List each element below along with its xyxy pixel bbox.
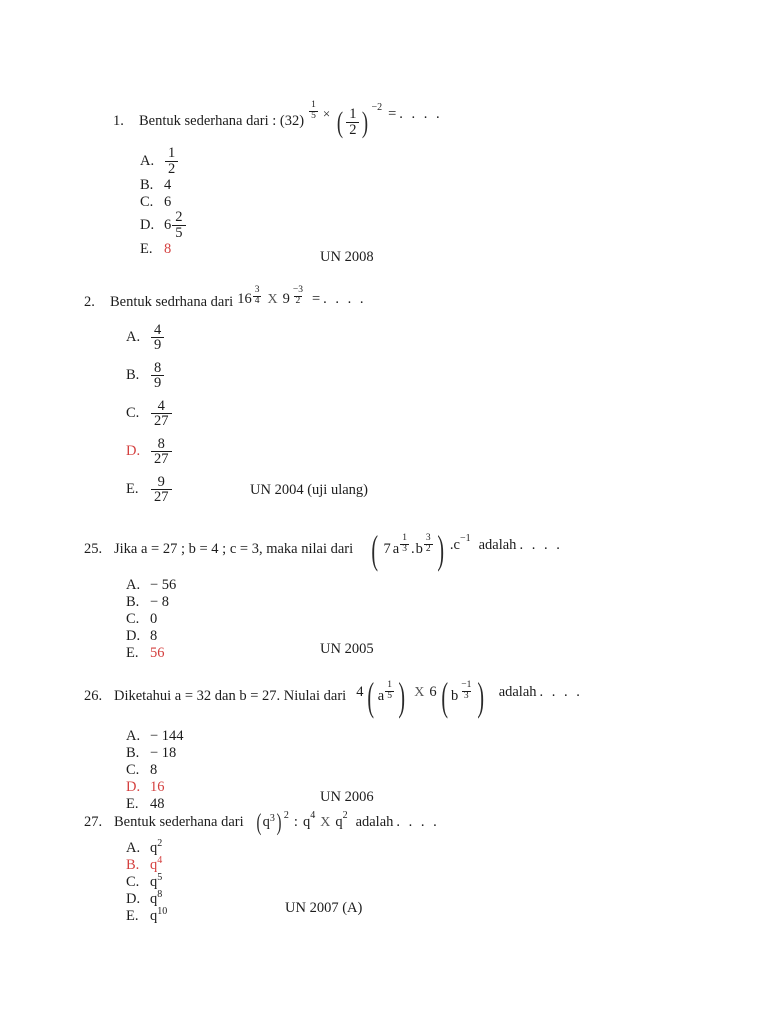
option-e[interactable] [126, 908, 439, 925]
option-d-value [150, 437, 173, 468]
option-d-letter-answer: D. [126, 443, 141, 460]
option-b-letter: B. [126, 593, 140, 610]
exponent: 10 [157, 906, 168, 918]
question-26-number: 26. [84, 688, 103, 705]
option-c-value: 8 [150, 761, 158, 778]
multiply-sign: X [267, 292, 278, 307]
option-a-value: − 56 [150, 576, 177, 593]
option-e-value [150, 908, 167, 925]
option-d-letter: D. [140, 217, 155, 234]
option-b[interactable] [140, 177, 442, 194]
question-27 [84, 810, 440, 925]
exponent-1-3: $\frac{1}{3}$ [402, 532, 407, 554]
option-c-letter: C. [126, 405, 140, 422]
exponent-1-5: $\frac{1}{5}$ [387, 679, 392, 701]
option-e-letter: E. [126, 907, 139, 924]
question-25-number: 25. [84, 541, 103, 558]
left-paren: ( [367, 674, 375, 719]
ratio-sign: : [293, 814, 298, 830]
option-e-value: 48 [150, 795, 165, 812]
coefficient-7: 7 [383, 541, 391, 558]
exponent-2: 2 [342, 810, 348, 821]
left-paren: ( [441, 674, 448, 719]
option-b-letter: B. [126, 744, 140, 761]
option-d[interactable] [126, 433, 366, 471]
exponent-minus-3-2: $\frac{-3}{2}$ [292, 285, 303, 306]
option-c-letter: C. [140, 193, 154, 210]
option-b-letter: B. [140, 176, 154, 193]
base: q [150, 873, 158, 890]
grouped-term [368, 527, 447, 572]
equals-sign: = [311, 291, 321, 307]
question-26-expression [356, 674, 583, 719]
base-16: 16 [237, 291, 252, 307]
question-1-number: 1. [113, 113, 124, 130]
multiply-sign: X [320, 815, 331, 830]
variable-c: c [453, 537, 460, 553]
question-27-options [126, 840, 439, 925]
grouped-fraction-half [335, 107, 370, 138]
variable-q-2: q [302, 814, 311, 830]
option-c[interactable] [140, 194, 442, 211]
fraction: $\frac{8}{27}$ [151, 437, 172, 468]
right-paren: ) [276, 810, 282, 836]
option-c[interactable] [126, 874, 439, 891]
variable-q-3: q [335, 814, 343, 830]
base: q [150, 890, 158, 907]
right-paren: ) [477, 674, 485, 719]
grouped-term-b [438, 674, 488, 719]
option-a[interactable] [140, 147, 442, 177]
question-1-statement [113, 100, 443, 139]
variable-a: a [392, 541, 400, 558]
option-c-value: 6 [164, 193, 172, 210]
option-d-letter: D. [126, 627, 141, 644]
option-c[interactable] [126, 395, 366, 433]
option-b-letter-answer: B. [126, 856, 140, 873]
base: q [150, 839, 158, 856]
option-d-value: 8 [150, 627, 158, 644]
question-1 [113, 100, 443, 258]
option-d-letter-answer: D. [126, 778, 141, 795]
coefficient-6: 6 [429, 684, 437, 700]
fraction: $\frac{2}{5}$ [172, 210, 185, 241]
option-c[interactable] [126, 762, 582, 779]
question-25-expression [367, 527, 563, 572]
option-e-value [150, 475, 173, 506]
exponent-3-2: $\frac{3}{2}$ [425, 532, 431, 554]
exponent: 4 [157, 855, 163, 867]
adalah-text: adalah [498, 684, 537, 700]
left-paren: ( [337, 105, 344, 139]
right-paren: ) [398, 674, 405, 719]
option-a[interactable] [126, 840, 439, 857]
adalah-text: adalah [355, 814, 394, 830]
fraction: $\frac{9}{27}$ [151, 475, 172, 506]
coefficient-4: 4 [356, 684, 364, 700]
answer-dots: . . . . [539, 684, 583, 700]
question-2-prompt: Bentuk sedrhana dari [110, 293, 234, 310]
option-c-value: 0 [150, 610, 158, 627]
exponent-3-4: $\frac{3}{4}$ [254, 285, 260, 306]
answer-dots: . . . . [519, 537, 563, 553]
question-26-source: UN 2006 [320, 789, 374, 805]
fraction: $\frac{8}{9}$ [151, 361, 164, 392]
option-d-value-answer: 16 [150, 778, 165, 795]
question-27-number: 27. [84, 814, 103, 831]
option-e-value-answer: 56 [150, 644, 165, 661]
question-2-statement [84, 285, 367, 313]
option-e-letter: E. [126, 481, 139, 498]
option-b-value: − 8 [150, 593, 170, 610]
outer-exponent: 2 [283, 810, 289, 821]
question-2-options [126, 319, 366, 509]
option-e-letter: E. [126, 644, 139, 661]
option-c[interactable] [126, 611, 562, 628]
question-2-source: UN 2004 (uji ulang) [250, 482, 368, 498]
option-b[interactable] [126, 745, 582, 762]
option-b-letter: B. [126, 367, 140, 384]
option-c-value [150, 874, 162, 891]
question-26-statement [84, 674, 583, 719]
option-a-letter: A. [126, 576, 141, 593]
option-c-letter: C. [126, 610, 140, 627]
right-paren: ) [362, 105, 369, 139]
whole-number: 6 [164, 217, 172, 234]
left-paren: ( [371, 527, 379, 572]
fraction: $\frac{4}{27}$ [151, 399, 172, 430]
question-2 [84, 285, 367, 509]
exponent-minus-2: −2 [371, 102, 383, 113]
question-25-statement [84, 527, 563, 572]
dot-separator: . [410, 541, 415, 558]
option-a-value: − 144 [150, 727, 184, 744]
grouped-power [255, 810, 283, 836]
grouped-term-a [364, 674, 408, 719]
option-a[interactable] [126, 728, 582, 745]
exponent-4: 4 [310, 810, 316, 821]
option-c-letter: C. [126, 761, 140, 778]
variable-b: b [451, 688, 459, 705]
question-27-source: UN 2007 (A) [285, 900, 363, 916]
question-25-prompt: Jika a = 27 ; b = 4 ; c = 3, maka nilai dari [114, 541, 354, 558]
exponent: 2 [157, 838, 163, 850]
exponent-minus-1-3: $\frac{-1}{3}$ [461, 679, 472, 701]
option-d-letter: D. [126, 890, 141, 907]
option-b-value-answer [150, 857, 162, 874]
equals-sign: = [388, 106, 397, 122]
option-d[interactable] [140, 211, 442, 241]
dot-separator-2: . [449, 537, 454, 553]
fraction: $\frac{4}{9}$ [151, 323, 164, 354]
question-27-expression [254, 810, 440, 836]
option-b-value: − 18 [150, 744, 177, 761]
exponent: 8 [157, 889, 163, 901]
base: q [150, 907, 158, 924]
option-b-value [150, 361, 165, 392]
exponent-1-5: $\frac{1}{5}$ [311, 100, 316, 121]
option-a-value [150, 840, 162, 857]
multiply-sign: X [414, 685, 425, 700]
variable-a: a [377, 688, 385, 705]
option-b[interactable] [126, 857, 439, 874]
left-paren: ( [256, 810, 262, 836]
question-27-prompt: Bentuk sederhana dari [114, 814, 244, 831]
option-b[interactable] [126, 357, 366, 395]
option-e[interactable] [140, 241, 442, 258]
fraction: $\frac{1}{2}$ [165, 146, 178, 177]
option-a[interactable] [126, 319, 366, 357]
question-25-source: UN 2005 [320, 641, 374, 657]
option-b-value: 4 [164, 176, 172, 193]
inner-exponent: 3 [269, 813, 275, 825]
option-a-letter: A. [140, 153, 155, 170]
fraction-one-half: $\frac{1}{2}$ [346, 107, 359, 138]
option-d-value [150, 891, 162, 908]
option-d[interactable] [126, 891, 439, 908]
option-b[interactable] [126, 594, 562, 611]
right-paren: ) [436, 527, 444, 572]
question-1-expression [308, 100, 443, 139]
exponent: 5 [157, 872, 163, 884]
exponent-minus-1: −1 [459, 533, 471, 544]
option-a[interactable] [126, 577, 562, 594]
option-a-value [164, 146, 179, 177]
option-a-value [150, 323, 165, 354]
question-2-number: 2. [84, 293, 95, 310]
answer-dots: . . . . [323, 291, 367, 307]
multiply-sign: × [322, 106, 331, 121]
base-9: 9 [282, 291, 290, 307]
question-26-prompt: Diketahui a = 32 dan b = 27. Niulai dari [114, 688, 347, 705]
question-27-statement [84, 810, 440, 836]
variable-q: q [262, 814, 270, 831]
option-d-value [164, 210, 187, 241]
answer-dots: . . . . [396, 814, 440, 830]
question-1-options [140, 147, 442, 258]
option-c-value [150, 399, 173, 430]
question-2-expression [237, 285, 367, 313]
base: q [150, 856, 158, 873]
option-e-value-answer: 8 [164, 240, 172, 257]
option-e-letter: E. [140, 240, 153, 257]
option-a-letter: A. [126, 839, 141, 856]
option-a-letter: A. [126, 727, 141, 744]
adalah-text: adalah [478, 537, 517, 553]
question-1-prompt: Bentuk sederhana dari : (32) [139, 113, 305, 130]
answer-dots: . . . . [399, 106, 443, 122]
question-1-source: UN 2008 [320, 249, 374, 265]
variable-b: b [415, 541, 423, 558]
option-c-letter: C. [126, 873, 140, 890]
option-a-letter: A. [126, 329, 141, 346]
option-e-letter: E. [126, 795, 139, 812]
